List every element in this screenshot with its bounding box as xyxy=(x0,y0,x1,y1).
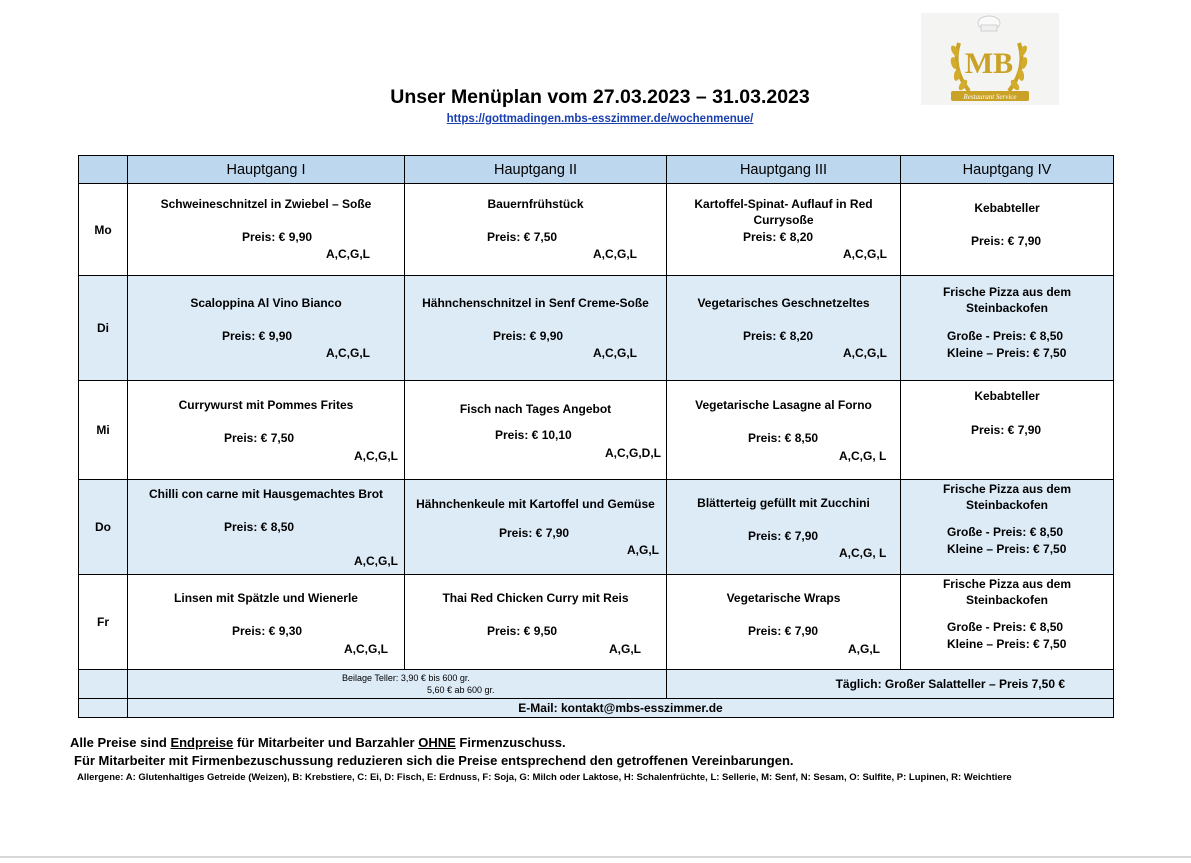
empty-day-cell xyxy=(79,699,128,718)
dish-name: Linsen mit Spätzle und Wienerle xyxy=(174,591,358,605)
day-label: Fr xyxy=(79,575,128,670)
dish-name: Chilli con carne mit Hausgemachtes Brot xyxy=(148,487,384,501)
dish-name: Vegetarische Lasagne al Forno xyxy=(695,398,872,412)
day-label: Mi xyxy=(79,381,128,480)
allergens: A,C,G,L xyxy=(593,247,637,261)
menu-cell xyxy=(405,575,667,670)
price: Preis: € 9,30 xyxy=(232,624,303,638)
menu-table xyxy=(78,155,1114,718)
logo-subtext: Restaurant Service xyxy=(963,93,1017,101)
allergens: A,C,G, L xyxy=(839,546,887,560)
allergens: A,C,G,D,L xyxy=(605,446,661,460)
menu-cell xyxy=(405,184,667,276)
price: Preis: € 9,90 xyxy=(222,329,293,343)
allergens: A,C,G,L xyxy=(593,346,637,360)
restaurant-logo xyxy=(921,13,1059,105)
dish-name: Frische Pizza aus dem Steinbackofen xyxy=(942,577,1072,607)
price: Preis: € 9,90 xyxy=(493,329,564,343)
allergens: A,G,L xyxy=(848,642,880,656)
price: Preis: € 7,90 xyxy=(971,234,1042,248)
email-row xyxy=(79,699,1114,718)
dish-name: Hähnchenkeule mit Kartoffel und Gemüse xyxy=(416,497,655,511)
dish-name: Blätterteig gefüllt mit Zucchini xyxy=(697,496,870,510)
menu-cell xyxy=(901,480,1114,575)
menu-cell xyxy=(405,480,667,575)
column-header: Hauptgang II xyxy=(405,156,667,184)
menu-cell xyxy=(901,276,1114,381)
menu-cell xyxy=(901,381,1114,480)
table-row xyxy=(79,276,1114,381)
dish-name: Hähnchenschnitzel in Senf Creme-Soße xyxy=(422,296,649,310)
allergens: A,C,G,L xyxy=(344,642,388,656)
table-row xyxy=(79,184,1114,276)
day-label: Di xyxy=(79,276,128,381)
page-bottom-border xyxy=(0,856,1191,858)
allergens: A,G,L xyxy=(609,642,641,656)
empty-day-cell xyxy=(79,670,128,699)
allergen-legend: Allergene: A: Glutenhaltiges Getreide (Weizen), B: Krebstiere, C: Ei, D: Fisch, E: Erdnuss, F: Soja, G: Milch oder Laktose, H: Schalenfrüchte, L: Sellerie, M: Senf, N: Sesam, O: Sulfite, P: Lupinen, R: Weichtiere xyxy=(77,772,1012,783)
menu-cell xyxy=(667,276,901,381)
dish-name: Fisch nach Tages Angebot xyxy=(459,402,612,416)
dish-name: Kartoffel-Spinat- Auflauf in Red Currysoße xyxy=(694,197,873,227)
allergens: A,G,L xyxy=(627,543,659,557)
price: Preis: € 8,20 xyxy=(743,230,814,244)
price-small: Kleine – Preis: € 7,50 xyxy=(947,346,1067,360)
menu-cell xyxy=(667,575,901,670)
page-title: Unser Menüplan vom 27.03.2023 – 31.03.2023 xyxy=(390,86,810,108)
dish-name: Scaloppina Al Vino Bianco xyxy=(190,296,342,310)
price: Preis: € 9,50 xyxy=(487,624,558,638)
price: Preis: € 7,90 xyxy=(499,526,570,540)
menu-cell xyxy=(667,381,901,480)
price: Preis: € 7,50 xyxy=(224,431,295,445)
price: Preis: € 9,90 xyxy=(242,230,313,244)
allergens: A,C,G,L xyxy=(843,247,887,261)
allergens: A,C,G,L xyxy=(354,449,398,463)
allergens: A,C,G,L xyxy=(326,346,370,360)
dish-name: Currywurst mit Pommes Frites xyxy=(178,398,354,412)
price: Preis: € 7,50 xyxy=(487,230,558,244)
price: Preis: € 8,50 xyxy=(224,520,295,534)
allergens: A,C,G,L xyxy=(354,554,398,568)
subsidy-note: Für Mitarbeiter mit Firmenbezuschussung reduzieren sich die Preise entsprechend den getroffenen Vereinbarungen. xyxy=(74,753,794,768)
email-address[interactable]: E-Mail: kontakt@mbs-esszimmer.de xyxy=(128,699,1114,718)
menu-cell xyxy=(405,276,667,381)
corner-cell xyxy=(79,156,128,184)
table-row xyxy=(79,480,1114,575)
menu-cell xyxy=(667,480,901,575)
side-dish-price-1: Beilage Teller: 3,90 € bis 600 gr. xyxy=(342,673,470,683)
column-header: Hauptgang I xyxy=(128,156,405,184)
price: Preis: € 7,90 xyxy=(748,529,819,543)
dish-name: Vegetarische Wraps xyxy=(726,591,841,605)
price: Preis: € 10,10 xyxy=(495,428,572,442)
side-dish-cell xyxy=(128,670,667,699)
price: Preis: € 7,90 xyxy=(971,423,1042,437)
table-row xyxy=(79,575,1114,670)
day-label: Do xyxy=(79,480,128,575)
day-label: Mo xyxy=(79,184,128,276)
price: Preis: € 8,50 xyxy=(748,431,819,445)
menu-cell xyxy=(128,381,405,480)
header-row xyxy=(79,156,1114,184)
column-header: Hauptgang III xyxy=(667,156,901,184)
menu-cell xyxy=(128,480,405,575)
logo-monogram: MB xyxy=(964,47,1014,80)
dish-name: Kebabteller xyxy=(974,389,1040,403)
price: Preis: € 7,90 xyxy=(748,624,819,638)
price-note: Alle Preise sind Endpreise für Mitarbeiter und Barzahler OHNE Firmenzuschuss. xyxy=(70,735,566,750)
side-dish-price-2: 5,60 € ab 600 gr. xyxy=(427,685,495,695)
dish-name: Schweineschnitzel in Zwiebel – Soße xyxy=(160,197,372,211)
menu-cell xyxy=(901,575,1114,670)
price-large: Große - Preis: € 8,50 xyxy=(947,329,1064,343)
dish-name: Vegetarisches Geschnetzeltes xyxy=(697,296,870,310)
allergens: A,C,G,L xyxy=(843,346,887,360)
price-large: Große - Preis: € 8,50 xyxy=(947,620,1064,634)
menu-cell xyxy=(405,381,667,480)
menu-cell xyxy=(128,276,405,381)
daily-salad: Täglich: Großer Salatteller – Preis 7,50 € xyxy=(667,670,1114,699)
price: Preis: € 8,20 xyxy=(743,329,814,343)
dish-name: Bauernfrühstück xyxy=(487,197,584,211)
dish-name: Frische Pizza aus dem Steinbackofen xyxy=(942,285,1072,315)
dish-name: Thai Red Chicken Curry mit Reis xyxy=(442,591,629,605)
price-large: Große - Preis: € 8,50 xyxy=(947,525,1064,539)
dish-name: Kebabteller xyxy=(974,201,1040,215)
menu-cell xyxy=(901,184,1114,276)
table-row xyxy=(79,381,1114,480)
menu-cell xyxy=(128,575,405,670)
menu-cell xyxy=(667,184,901,276)
side-dish-row xyxy=(79,670,1114,699)
dish-name: Frische Pizza aus dem Steinbackofen xyxy=(942,482,1072,512)
menu-link[interactable]: https://gottmadingen.mbs-esszimmer.de/wochenmenue/ xyxy=(446,113,754,125)
menu-cell xyxy=(128,184,405,276)
column-header: Hauptgang IV xyxy=(901,156,1114,184)
price-small: Kleine – Preis: € 7,50 xyxy=(947,637,1067,651)
allergens: A,C,G,L xyxy=(326,247,370,261)
price-small: Kleine – Preis: € 7,50 xyxy=(947,542,1067,556)
allergens: A,C,G, L xyxy=(839,449,887,463)
